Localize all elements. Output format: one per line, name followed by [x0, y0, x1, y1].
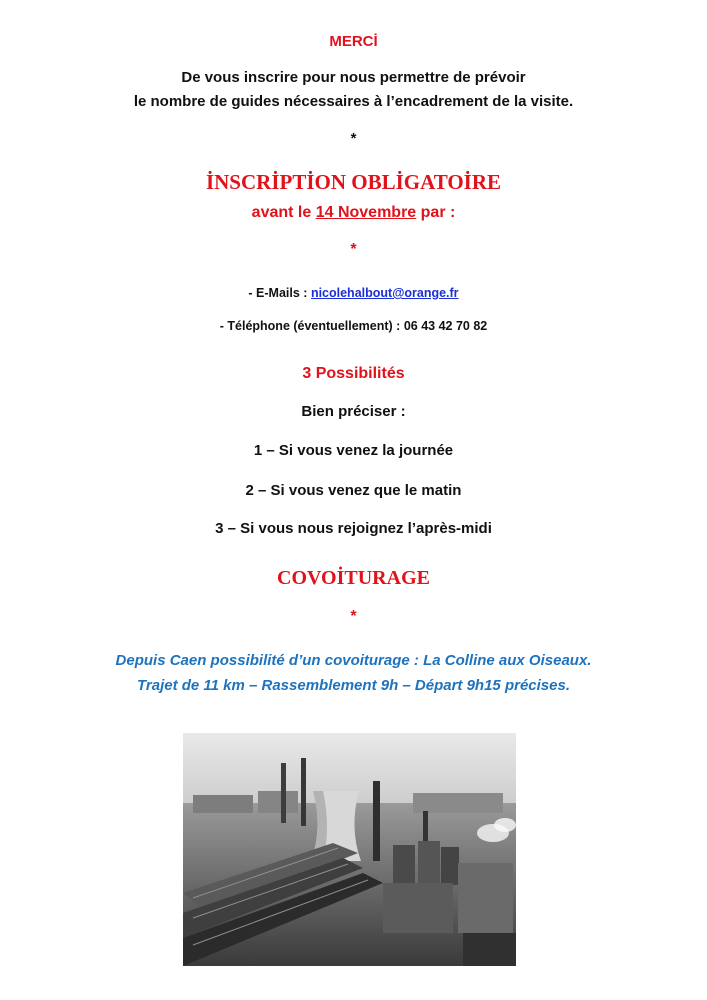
carpool-line-2: Trajet de 11 km – Rassemblement 9h – Départ 9h15 précises.	[137, 677, 570, 694]
email-link[interactable]: nicolehalbout@orange.fr	[310, 286, 459, 300]
intro-line-2: le nombre de guides nécessaires à l’encadrement de la visite.	[133, 93, 574, 110]
email-line	[0, 286, 707, 300]
industrial-site-photo	[183, 733, 516, 966]
carpool-separator: *	[350, 608, 357, 625]
deadline-prefix: avant le	[251, 204, 316, 221]
phone-line	[0, 319, 707, 333]
inscription-title: İNSCRİPTİON OBLİGATOİRE	[205, 170, 502, 194]
phone-number: 06 43 42 70 82	[403, 319, 488, 333]
possibility-item: 3 – Si vous nous rejoignez l’après-midi	[215, 520, 492, 537]
merci-heading: MERCİ	[329, 33, 378, 50]
possibility-item: 1 – Si vous venez la journée	[253, 442, 454, 459]
phone-label: - Téléphone (éventuellement) :	[219, 319, 404, 333]
possibility-item: 2 – Si vous venez que le matin	[245, 482, 462, 499]
carpool-line-1: Depuis Caen possibilité d’un covoiturage : La Colline aux Oiseaux.	[115, 652, 592, 669]
deadline-date: 14 Novembre	[315, 204, 417, 221]
carpool-title: COVOİTURAGE	[277, 567, 430, 589]
intro-line-1: De vous inscrire pour nous permettre de prévoir	[181, 69, 526, 86]
possibilities-subtitle: Bien préciser :	[301, 403, 406, 420]
possibilities-title: 3 Possibilités	[302, 365, 405, 382]
email-label: - E-Mails :	[248, 286, 311, 300]
separator-asterisk: *	[350, 130, 357, 147]
deadline-suffix: par :	[416, 204, 456, 221]
deadline-line	[0, 204, 707, 222]
separator-asterisk-red: *	[350, 241, 357, 258]
